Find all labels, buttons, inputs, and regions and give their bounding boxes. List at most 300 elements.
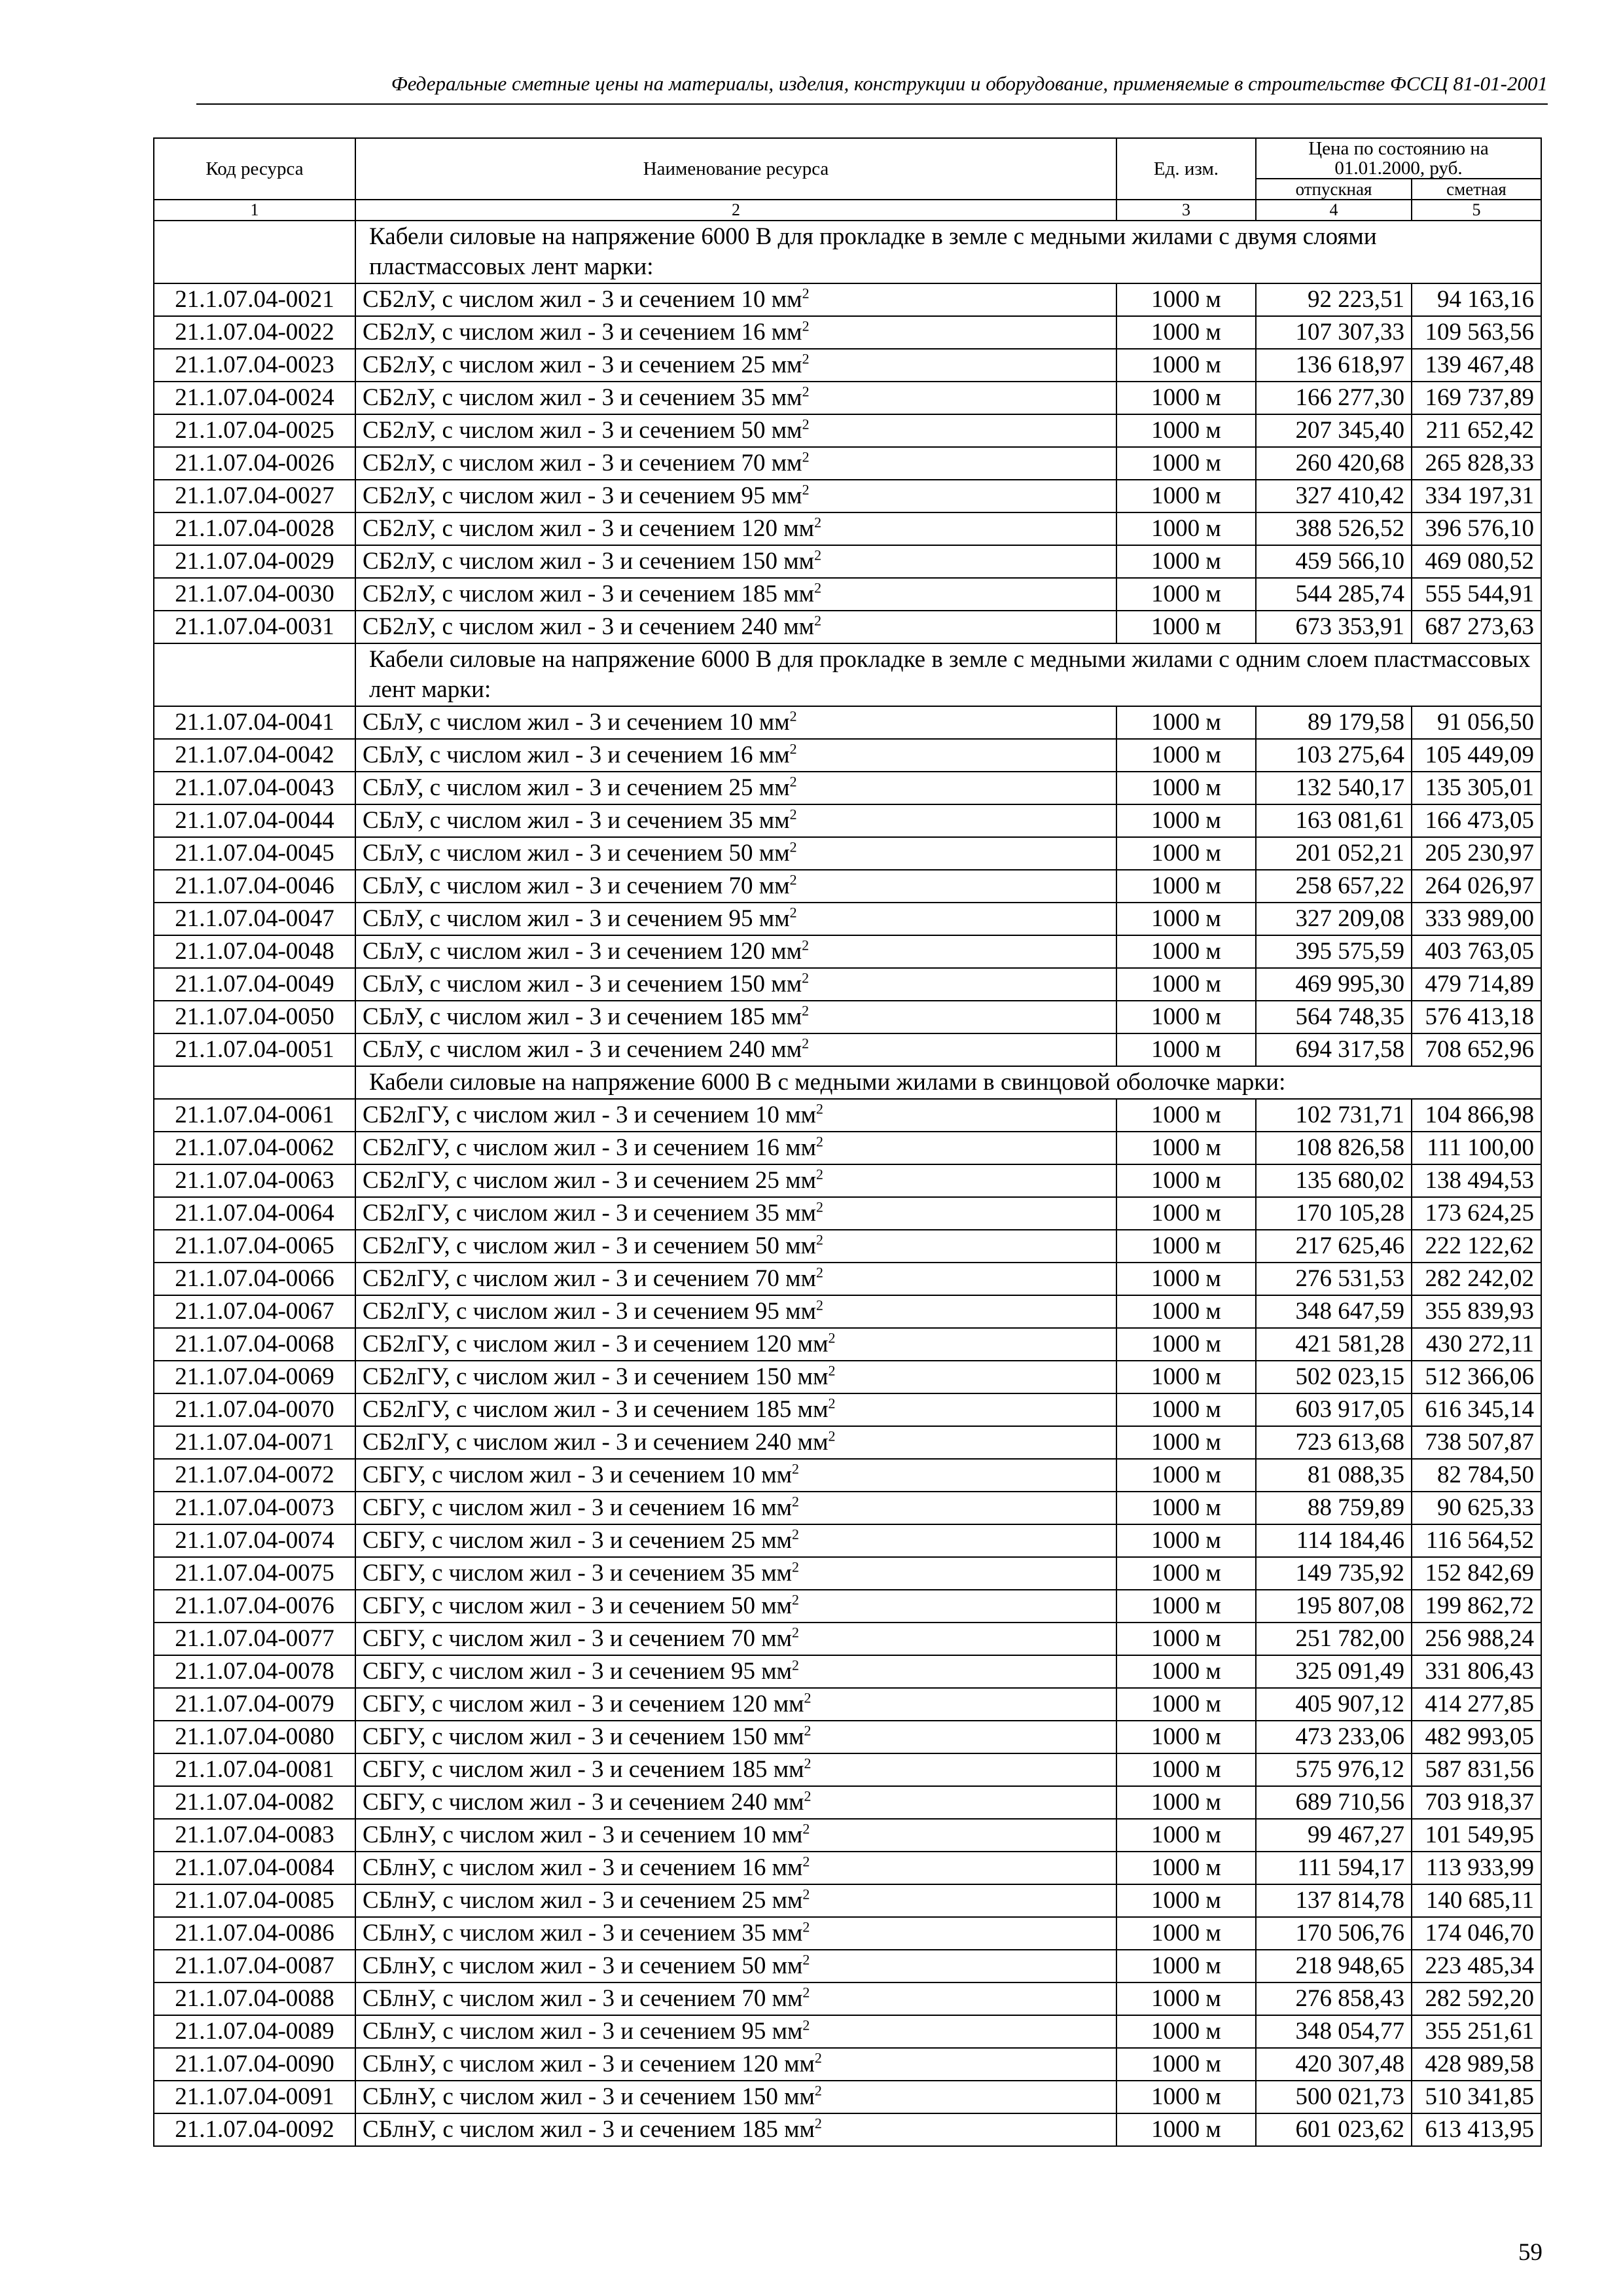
resource-name-cell: [355, 1950, 1116, 1982]
unit-superscript: 2: [814, 514, 822, 531]
table-row: [154, 1982, 1541, 2015]
unit-superscript: 2: [789, 773, 797, 790]
unit-superscript: 2: [828, 1362, 836, 1379]
estimate-price: 138 494,53: [1412, 1164, 1541, 1197]
release-price: 170 105,28: [1256, 1197, 1412, 1230]
table-row: [154, 968, 1541, 1001]
release-price: 137 814,78: [1256, 1884, 1412, 1917]
unit: 1000 м: [1116, 480, 1256, 512]
release-price: 132 540,17: [1256, 772, 1412, 804]
estimate-price: 140 685,11: [1412, 1884, 1541, 1917]
resource-code: 21.1.07.04-0031: [154, 611, 355, 643]
unit: 1000 м: [1116, 968, 1256, 1001]
unit: 1000 м: [1116, 1655, 1256, 1688]
resource-code: 21.1.07.04-0089: [154, 2015, 355, 2048]
resource-name-cell: [355, 1688, 1116, 1721]
table-row: [154, 1557, 1541, 1590]
unit: 1000 м: [1116, 1982, 1256, 2015]
estimate-price: 101 549,95: [1412, 1819, 1541, 1852]
release-price: 544 285,74: [1256, 578, 1412, 611]
release-price: 327 209,08: [1256, 903, 1412, 935]
estimate-price: 355 839,93: [1412, 1295, 1541, 1328]
table-row: [154, 1819, 1541, 1852]
resource-name-cell: [355, 1590, 1116, 1623]
estimate-price: 282 242,02: [1412, 1263, 1541, 1295]
resource-code: 21.1.07.04-0082: [154, 1786, 355, 1819]
unit: 1000 м: [1116, 1132, 1256, 1164]
release-price: 163 081,61: [1256, 804, 1412, 837]
release-price: 81 088,35: [1256, 1459, 1412, 1492]
release-price: 166 277,30: [1256, 382, 1412, 414]
resource-name-cell: [355, 804, 1116, 837]
unit: 1000 м: [1116, 903, 1256, 935]
resource-name-cell: [355, 1982, 1116, 2015]
table-row: [154, 1917, 1541, 1950]
unit: 1000 м: [1116, 1524, 1256, 1557]
table-row: [154, 382, 1541, 414]
unit-superscript: 2: [804, 1787, 812, 1804]
release-price: 500 021,73: [1256, 2081, 1412, 2113]
unit-superscript: 2: [828, 1395, 836, 1412]
estimate-price: 166 473,05: [1412, 804, 1541, 837]
estimate-price: 105 449,09: [1412, 739, 1541, 772]
release-price: 325 091,49: [1256, 1655, 1412, 1688]
release-price: 601 023,62: [1256, 2113, 1412, 2146]
table-row: [154, 447, 1541, 480]
resource-name-cell: [355, 1132, 1116, 1164]
estimate-price: 482 993,05: [1412, 1721, 1541, 1753]
unit-superscript: 2: [802, 1035, 810, 1052]
estimate-price: 104 866,98: [1412, 1099, 1541, 1132]
resource-code: 21.1.07.04-0092: [154, 2113, 355, 2146]
release-price: 276 858,43: [1256, 1982, 1412, 2015]
release-price: 689 710,56: [1256, 1786, 1412, 1819]
resource-code: 21.1.07.04-0091: [154, 2081, 355, 2113]
resource-name: СБ2лГУ, с числом жил - 3 и сечением 120 мм: [363, 1331, 829, 1357]
unit-superscript: 2: [802, 1886, 810, 1903]
estimate-price: 403 763,05: [1412, 935, 1541, 968]
resource-name-cell: [355, 2081, 1116, 2113]
table-row: [154, 935, 1541, 968]
resource-name-cell: [355, 1263, 1116, 1295]
table-row: [154, 1393, 1541, 1426]
resource-code: 21.1.07.04-0083: [154, 1819, 355, 1852]
unit-superscript: 2: [816, 1264, 823, 1281]
estimate-price: 139 467,48: [1412, 349, 1541, 382]
table-row: [154, 1426, 1541, 1459]
release-price: 348 054,77: [1256, 2015, 1412, 2048]
resource-code: 21.1.07.04-0070: [154, 1393, 355, 1426]
estimate-price: 587 831,56: [1412, 1753, 1541, 1786]
table-row: [154, 1001, 1541, 1033]
table-row: [154, 1459, 1541, 1492]
resource-name-cell: [355, 903, 1116, 935]
resource-name-cell: [355, 1099, 1116, 1132]
release-price: 92 223,51: [1256, 283, 1412, 316]
table-row: [154, 611, 1541, 643]
unit: 1000 м: [1116, 1459, 1256, 1492]
estimate-price: 355 251,61: [1412, 2015, 1541, 2048]
unit: 1000 м: [1116, 2081, 1256, 2113]
unit-superscript: 2: [802, 1984, 810, 2001]
resource-code: 21.1.07.04-0027: [154, 480, 355, 512]
unit: 1000 м: [1116, 2048, 1256, 2081]
resource-name: СБ2лУ, с числом жил - 3 и сечением 50 мм: [363, 417, 802, 444]
section-row: [154, 1066, 1541, 1099]
release-price: 421 581,28: [1256, 1328, 1412, 1361]
unit-superscript: 2: [792, 1591, 800, 1608]
col-header-code: Код ресурса: [154, 138, 355, 200]
unit: 1000 м: [1116, 512, 1256, 545]
estimate-price: 173 624,25: [1412, 1197, 1541, 1230]
unit-superscript: 2: [802, 383, 810, 400]
resource-code: 21.1.07.04-0071: [154, 1426, 355, 1459]
unit-superscript: 2: [816, 1297, 823, 1314]
resource-name-cell: [355, 1001, 1116, 1033]
table-row: [154, 739, 1541, 772]
unit: 1000 м: [1116, 1950, 1256, 1982]
resource-name-cell: [355, 2113, 1116, 2146]
resource-name: СБлУ, с числом жил - 3 и сечением 185 мм: [363, 1003, 802, 1030]
table-row: [154, 1295, 1541, 1328]
estimate-price: 576 413,18: [1412, 1001, 1541, 1033]
unit: 1000 м: [1116, 1852, 1256, 1884]
release-price: 473 233,06: [1256, 1721, 1412, 1753]
resource-name: СБГУ, с числом жил - 3 и сечением 16 мм: [363, 1494, 793, 1521]
resource-code: 21.1.07.04-0076: [154, 1590, 355, 1623]
resource-code: 21.1.07.04-0069: [154, 1361, 355, 1393]
resource-code: 21.1.07.04-0029: [154, 545, 355, 578]
unit-superscript: 2: [789, 871, 797, 888]
unit: 1000 м: [1116, 1917, 1256, 1950]
release-price: 207 345,40: [1256, 414, 1412, 447]
unit: 1000 м: [1116, 1230, 1256, 1263]
release-price: 108 826,58: [1256, 1132, 1412, 1164]
unit-superscript: 2: [792, 1558, 800, 1575]
table-row: [154, 1688, 1541, 1721]
resource-name: СБ2лГУ, с числом жил - 3 и сечением 10 мм: [363, 1102, 816, 1128]
table-row: [154, 283, 1541, 316]
unit: 1000 м: [1116, 1033, 1256, 1066]
table-row: [154, 1492, 1541, 1524]
resource-name-cell: [355, 772, 1116, 804]
resource-name: СБлнУ, с числом жил - 3 и сечением 95 мм: [363, 2018, 803, 2045]
resource-code: 21.1.07.04-0023: [154, 349, 355, 382]
resource-name: СБ2лГУ, с числом жил - 3 и сечением 35 мм: [363, 1200, 816, 1227]
unit: 1000 м: [1116, 1393, 1256, 1426]
estimate-price: 703 918,37: [1412, 1786, 1541, 1819]
col-number: 5: [1412, 200, 1541, 221]
unit: 1000 м: [1116, 1688, 1256, 1721]
resource-name: СБлУ, с числом жил - 3 и сечением 35 мм: [363, 807, 790, 834]
resource-name: СБлУ, с числом жил - 3 и сечением 120 мм: [363, 938, 802, 965]
estimate-price: 469 080,52: [1412, 545, 1541, 578]
resource-name-cell: [355, 1164, 1116, 1197]
resource-name-cell: [355, 1557, 1116, 1590]
resource-code: 21.1.07.04-0044: [154, 804, 355, 837]
resource-name-cell: [355, 2015, 1116, 2048]
resource-name-cell: [355, 1295, 1116, 1328]
unit-superscript: 2: [789, 806, 797, 823]
unit: 1000 м: [1116, 1590, 1256, 1623]
resource-name: СБ2лГУ, с числом жил - 3 и сечением 95 мм: [363, 1298, 816, 1325]
resource-name-cell: [355, 1197, 1116, 1230]
resource-code: 21.1.07.04-0046: [154, 870, 355, 903]
table-row: [154, 1263, 1541, 1295]
release-price: 694 317,58: [1256, 1033, 1412, 1066]
resource-name: СБлнУ, с числом жил - 3 и сечением 70 мм: [363, 1985, 803, 2012]
resource-name: СБГУ, с числом жил - 3 и сечением 120 мм: [363, 1691, 804, 1717]
unit: 1000 м: [1116, 1819, 1256, 1852]
resource-name-cell: [355, 316, 1116, 349]
unit: 1000 м: [1116, 1328, 1256, 1361]
resource-name: СБлнУ, с числом жил - 3 и сечением 16 мм: [363, 1854, 803, 1881]
unit-superscript: 2: [816, 1198, 823, 1215]
estimate-price: 169 737,89: [1412, 382, 1541, 414]
section-code-cell: [154, 1066, 355, 1099]
resource-name-cell: [355, 447, 1116, 480]
resource-name: СБГУ, с числом жил - 3 и сечением 10 мм: [363, 1462, 793, 1488]
unit: 1000 м: [1116, 1623, 1256, 1655]
resource-name-cell: [355, 1492, 1116, 1524]
release-price: 103 275,64: [1256, 739, 1412, 772]
unit-superscript: 2: [814, 2115, 822, 2132]
resource-name-cell: [355, 935, 1116, 968]
table-row: [154, 1655, 1541, 1688]
unit-superscript: 2: [828, 1329, 836, 1346]
resource-name: СБлУ, с числом жил - 3 и сечением 240 мм: [363, 1036, 802, 1063]
release-price: 149 735,92: [1256, 1557, 1412, 1590]
resource-code: 21.1.07.04-0025: [154, 414, 355, 447]
unit-superscript: 2: [802, 350, 810, 367]
resource-name: СБ2лУ, с числом жил - 3 и сечением 35 мм: [363, 384, 802, 411]
resource-name: СБГУ, с числом жил - 3 и сечением 95 мм: [363, 1658, 793, 1685]
unit-superscript: 2: [816, 1231, 823, 1248]
unit: 1000 м: [1116, 1263, 1256, 1295]
resource-name: СБлнУ, с числом жил - 3 и сечением 150 мм: [363, 2083, 815, 2110]
resource-name-cell: [355, 739, 1116, 772]
resource-name-cell: [355, 611, 1116, 643]
resource-name: СБлУ, с числом жил - 3 и сечением 25 мм: [363, 774, 790, 801]
resource-code: 21.1.07.04-0067: [154, 1295, 355, 1328]
estimate-price: 91 056,50: [1412, 706, 1541, 739]
unit: 1000 м: [1116, 1295, 1256, 1328]
resource-code: 21.1.07.04-0049: [154, 968, 355, 1001]
estimate-price: 331 806,43: [1412, 1655, 1541, 1688]
estimate-price: 265 828,33: [1412, 447, 1541, 480]
resource-code: 21.1.07.04-0022: [154, 316, 355, 349]
estimate-price: 109 563,56: [1412, 316, 1541, 349]
resource-name-cell: [355, 1721, 1116, 1753]
resource-code: 21.1.07.04-0087: [154, 1950, 355, 1982]
resource-name: СБ2лГУ, с числом жил - 3 и сечением 16 мм: [363, 1134, 816, 1161]
col-number: 3: [1116, 200, 1256, 221]
release-price: 564 748,35: [1256, 1001, 1412, 1033]
resource-code: 21.1.07.04-0065: [154, 1230, 355, 1263]
estimate-price: 414 277,85: [1412, 1688, 1541, 1721]
unit-superscript: 2: [792, 1526, 800, 1543]
resource-name: СБлнУ, с числом жил - 3 и сечением 10 мм: [363, 1821, 803, 1848]
resource-code: 21.1.07.04-0043: [154, 772, 355, 804]
resource-name: СБ2лГУ, с числом жил - 3 и сечением 185 мм: [363, 1396, 829, 1423]
release-price: 258 657,22: [1256, 870, 1412, 903]
resource-name: СБ2лУ, с числом жил - 3 и сечением 95 мм: [363, 482, 802, 509]
unit: 1000 м: [1116, 706, 1256, 739]
release-price: 217 625,46: [1256, 1230, 1412, 1263]
unit-superscript: 2: [802, 2017, 810, 2034]
unit-superscript: 2: [802, 1002, 810, 1019]
estimate-price: 211 652,42: [1412, 414, 1541, 447]
estimate-price: 687 273,63: [1412, 611, 1541, 643]
estimate-price: 205 230,97: [1412, 837, 1541, 870]
table-row: [154, 2113, 1541, 2146]
unit: 1000 м: [1116, 1753, 1256, 1786]
resource-name: СБГУ, с числом жил - 3 и сечением 35 мм: [363, 1560, 793, 1587]
table-row: [154, 349, 1541, 382]
unit: 1000 м: [1116, 804, 1256, 837]
section-code-cell: [154, 643, 355, 706]
resource-code: 21.1.07.04-0081: [154, 1753, 355, 1786]
resource-name: СБГУ, с числом жил - 3 и сечением 70 мм: [363, 1625, 793, 1652]
table-row: [154, 1786, 1541, 1819]
resource-name-cell: [355, 1852, 1116, 1884]
unit-superscript: 2: [802, 969, 810, 986]
estimate-price: 135 305,01: [1412, 772, 1541, 804]
release-price: 673 353,91: [1256, 611, 1412, 643]
release-price: 135 680,02: [1256, 1164, 1412, 1197]
unit: 1000 м: [1116, 2015, 1256, 2048]
resource-name: СБГУ, с числом жил - 3 и сечением 150 мм: [363, 1723, 804, 1750]
table-row: [154, 2048, 1541, 2081]
resource-code: 21.1.07.04-0075: [154, 1557, 355, 1590]
estimate-price: 116 564,52: [1412, 1524, 1541, 1557]
table-row: [154, 1524, 1541, 1557]
resource-name: СБ2лУ, с числом жил - 3 и сечением 70 мм: [363, 450, 802, 476]
resource-code: 21.1.07.04-0078: [154, 1655, 355, 1688]
resource-name-cell: [355, 382, 1116, 414]
resource-name: СБ2лГУ, с числом жил - 3 и сечением 50 мм: [363, 1232, 816, 1259]
estimate-price: 82 784,50: [1412, 1459, 1541, 1492]
unit-superscript: 2: [816, 1133, 823, 1150]
unit: 1000 м: [1116, 1361, 1256, 1393]
unit-superscript: 2: [789, 740, 797, 757]
table-row: [154, 414, 1541, 447]
table-row: [154, 578, 1541, 611]
unit: 1000 м: [1116, 2113, 1256, 2146]
resource-name: СБГУ, с числом жил - 3 и сечением 25 мм: [363, 1527, 793, 1554]
resource-code: 21.1.07.04-0074: [154, 1524, 355, 1557]
resource-code: 21.1.07.04-0030: [154, 578, 355, 611]
unit: 1000 м: [1116, 1426, 1256, 1459]
resource-code: 21.1.07.04-0061: [154, 1099, 355, 1132]
table-row: [154, 1950, 1541, 1982]
unit-superscript: 2: [802, 448, 810, 465]
section-title: Кабели силовые на напряжение 6000 В с медными жилами в свинцовой оболочке марки:: [355, 1066, 1541, 1099]
table-row: [154, 706, 1541, 739]
resource-name: СБГУ, с числом жил - 3 и сечением 185 мм: [363, 1756, 804, 1783]
release-price: 348 647,59: [1256, 1295, 1412, 1328]
table-row: [154, 1753, 1541, 1786]
unit-superscript: 2: [802, 1820, 810, 1837]
table-row: [154, 804, 1541, 837]
col-header-name: Наименование ресурса: [355, 138, 1116, 200]
section-title: Кабели силовые на напряжение 6000 В для прокладке в земле с медными жилами с одним слоем пластмассовых лент марки:: [355, 643, 1541, 706]
resource-name-cell: [355, 349, 1116, 382]
estimate-price: 199 862,72: [1412, 1590, 1541, 1623]
resource-name-cell: [355, 545, 1116, 578]
release-price: 723 613,68: [1256, 1426, 1412, 1459]
table-row: [154, 1852, 1541, 1884]
release-price: 405 907,12: [1256, 1688, 1412, 1721]
unit: 1000 м: [1116, 447, 1256, 480]
unit: 1000 м: [1116, 1884, 1256, 1917]
resource-code: 21.1.07.04-0090: [154, 2048, 355, 2081]
resource-name: СБ2лУ, с числом жил - 3 и сечением 240 мм: [363, 613, 815, 640]
unit-superscript: 2: [802, 481, 810, 498]
table-row: [154, 1132, 1541, 1164]
resource-name: СБ2лУ, с числом жил - 3 и сечением 120 мм: [363, 515, 815, 542]
resource-code: 21.1.07.04-0086: [154, 1917, 355, 1950]
resource-name-cell: [355, 968, 1116, 1001]
resource-code: 21.1.07.04-0050: [154, 1001, 355, 1033]
release-price: 603 917,05: [1256, 1393, 1412, 1426]
unit-superscript: 2: [802, 285, 810, 302]
col-number: 1: [154, 200, 355, 221]
unit: 1000 м: [1116, 578, 1256, 611]
unit-superscript: 2: [828, 1427, 836, 1444]
resource-name: СБлУ, с числом жил - 3 и сечением 95 мм: [363, 905, 790, 932]
resource-code: 21.1.07.04-0077: [154, 1623, 355, 1655]
resource-name: СБлУ, с числом жил - 3 и сечением 70 мм: [363, 872, 790, 899]
unit-superscript: 2: [814, 612, 822, 629]
release-price: 218 948,65: [1256, 1950, 1412, 1982]
page-number: 59: [1518, 2239, 1543, 2266]
table-row: [154, 1623, 1541, 1655]
estimate-price: 555 544,91: [1412, 578, 1541, 611]
table-row: [154, 1884, 1541, 1917]
resource-code: 21.1.07.04-0064: [154, 1197, 355, 1230]
resource-name: СБ2лУ, с числом жил - 3 и сечением 25 мм: [363, 351, 802, 378]
unit: 1000 м: [1116, 414, 1256, 447]
unit: 1000 м: [1116, 772, 1256, 804]
unit-superscript: 2: [802, 317, 810, 334]
resource-code: 21.1.07.04-0051: [154, 1033, 355, 1066]
resource-name-cell: [355, 1623, 1116, 1655]
unit: 1000 м: [1116, 283, 1256, 316]
resource-name-cell: [355, 837, 1116, 870]
release-price: 107 307,33: [1256, 316, 1412, 349]
unit-superscript: 2: [792, 1624, 800, 1641]
resource-code: 21.1.07.04-0048: [154, 935, 355, 968]
estimate-price: 223 485,34: [1412, 1950, 1541, 1982]
resource-name-cell: [355, 1884, 1116, 1917]
resource-code: 21.1.07.04-0085: [154, 1884, 355, 1917]
estimate-price: 334 197,31: [1412, 480, 1541, 512]
unit-superscript: 2: [802, 416, 810, 433]
resource-name: СБ2лГУ, с числом жил - 3 и сечением 25 мм: [363, 1167, 816, 1194]
resource-name-cell: [355, 512, 1116, 545]
estimate-price: 174 046,70: [1412, 1917, 1541, 1950]
resource-name-cell: [355, 1393, 1116, 1426]
resource-name: СБГУ, с числом жил - 3 и сечением 50 мм: [363, 1592, 793, 1619]
section-row: [154, 643, 1541, 706]
resource-code: 21.1.07.04-0079: [154, 1688, 355, 1721]
table-row: [154, 1328, 1541, 1361]
release-price: 459 566,10: [1256, 545, 1412, 578]
unit: 1000 м: [1116, 1164, 1256, 1197]
resource-name: СБ2лУ, с числом жил - 3 и сечением 185 мм: [363, 581, 815, 607]
unit-superscript: 2: [802, 1918, 810, 1935]
